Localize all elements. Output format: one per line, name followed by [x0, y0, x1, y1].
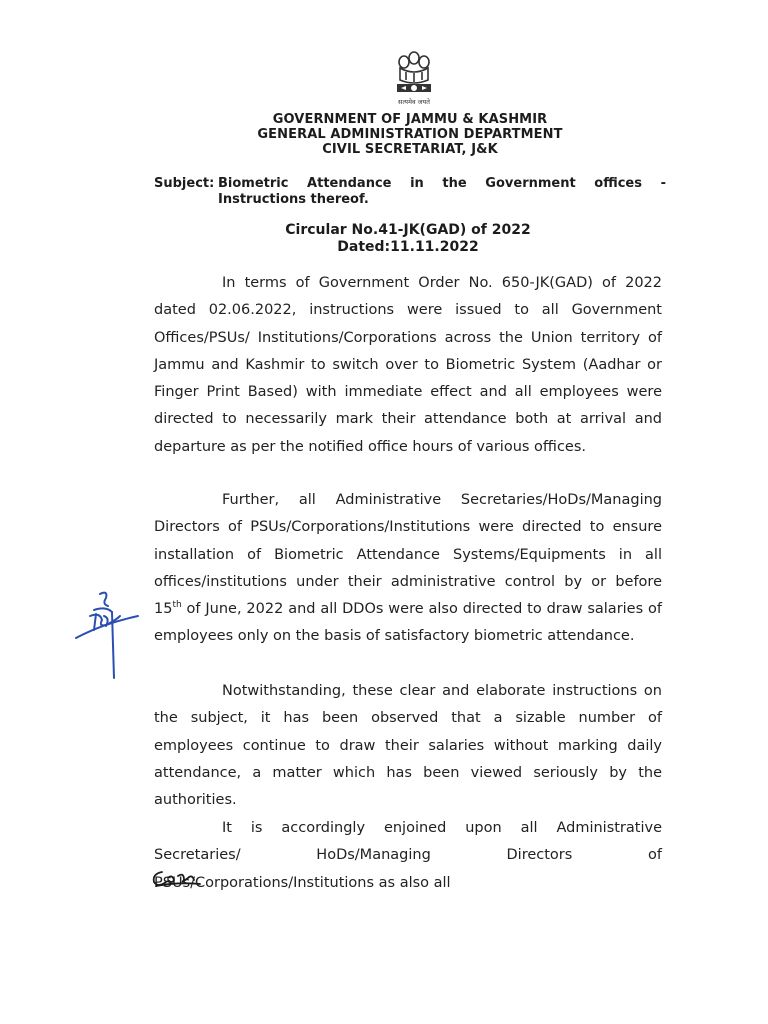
subject-text: Biometric Attendance in the Government offices - Instructions thereof.	[218, 176, 666, 207]
circular-info	[240, 222, 576, 256]
paragraph-2	[154, 487, 662, 651]
paragraph-2-text-end: of June, 2022 and all DDOs were also directed to draw salaries of employees only on the basis of satisfactory biometric attendance.	[154, 601, 662, 645]
subject-label: Subject:	[154, 176, 215, 191]
initials-mark-icon	[150, 866, 204, 892]
paragraph-3	[154, 678, 662, 814]
circular-date: Dated:11.11.2022	[337, 239, 479, 255]
paragraph-4	[154, 815, 662, 897]
circular-number: Circular No.41-JK(GAD) of 2022	[285, 222, 531, 238]
paragraph-1-text: In terms of Government Order No. 650-JK(GAD) of 2022 dated 02.06.2022, instructions were issued to all Government Offices/PSUs/ Institutions/Corporations across the Union territory of Jammu and Kashmir to switch over to Biometric System (Aadhar or Finger Print Based) with immediate effect and all employees were directed to necessarily mark their attendance both at arrival and departure as per the notified office hours of various offices.	[154, 275, 662, 455]
paragraph-4-text: It is accordingly enjoined upon all Administrative Secretaries/ HoDs/Managing Directors of PSUs/Corporations/Institutions as also all	[154, 820, 662, 891]
emblem-caption: सत्यमेव जयते	[398, 98, 430, 106]
ordinal-suffix: th	[172, 600, 182, 611]
paragraph-1	[154, 270, 662, 461]
state-emblem-icon	[384, 46, 444, 110]
signature-mark-icon	[72, 586, 142, 682]
header-line-3: CIVIL SECRETARIAT, J&K	[322, 142, 498, 157]
paragraph-2-text-start: Further, all Administrative Secretaries/HoDs/Managing Directors of PSUs/Corporations/Institutions were directed to ensure installation of Biometric Attendance Systems/Equipments in all offices/institutions under their administrative control by or before 15	[154, 492, 662, 618]
paragraph-3-text: Notwithstanding, these clear and elaborate instructions on the subject, it has been observed that a sizable number of employees continue to draw their salaries without marking daily attendance, a matter which has been viewed seriously by the authorities.	[154, 683, 662, 809]
header-line-1: GOVERNMENT OF JAMMU & KASHMIR	[272, 112, 548, 127]
header-line-2: GENERAL ADMINISTRATION DEPARTMENT	[257, 127, 563, 142]
department-header	[180, 112, 640, 157]
